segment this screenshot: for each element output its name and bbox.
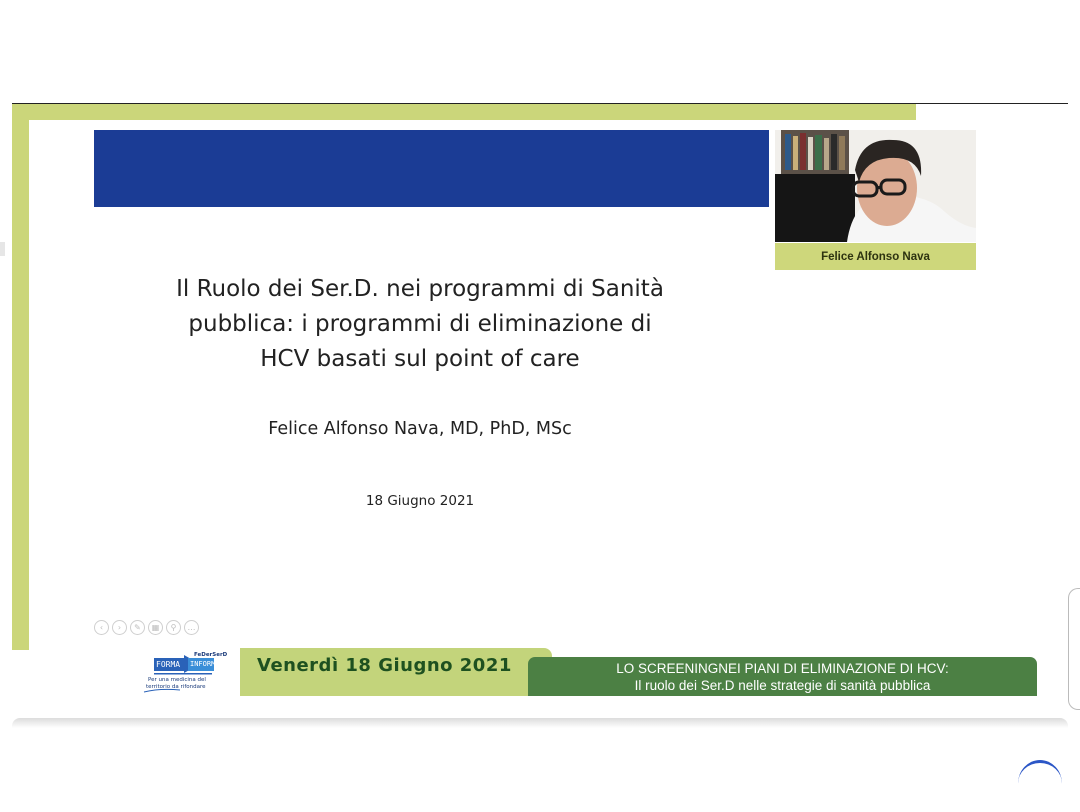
event-title-line-2: Il ruolo dei Ser.D nelle strategie di sanità pubblica xyxy=(634,678,931,693)
slide-title xyxy=(110,272,730,377)
federserd-logo xyxy=(140,652,228,694)
zoom-icon[interactable]: ⚲ xyxy=(166,620,181,635)
slide-top-band xyxy=(12,104,916,120)
next-slide-icon[interactable]: › xyxy=(112,620,127,635)
slide-title-line-1: Il Ruolo dei Ser.D. nei programmi di Sanità xyxy=(176,276,664,302)
presenter-video-icon xyxy=(775,130,976,242)
floating-action-button[interactable] xyxy=(1018,760,1062,807)
slide-title-line-3: HCV basati sul point of care xyxy=(260,346,580,372)
slide-date: 18 Giugno 2021 xyxy=(365,493,475,509)
slide-header-banner xyxy=(94,130,769,207)
footer-date-text: Venerdì 18 Giugno 2021 xyxy=(257,655,512,676)
presenter-name-tag: Felice Alfonso Nava xyxy=(775,243,976,270)
slide-title-line-2: pubblica: i programmi di eliminazione di xyxy=(188,311,652,337)
slide-left-band xyxy=(12,104,29,650)
slide-author: Felice Alfonso Nava, MD, PhD, MSc xyxy=(268,419,572,439)
side-panel-handle[interactable] xyxy=(1068,588,1080,710)
logo-informa-text: INFORMA xyxy=(190,660,220,668)
logo-tagline-1: Per una medicina del xyxy=(148,677,206,683)
presenter-webcam xyxy=(775,130,976,242)
logo-forma-text: FORMA xyxy=(156,660,181,669)
event-title-line-1: LO SCREENINGNEI PIANI DI ELIMINAZIONE DI HCV: xyxy=(616,661,949,676)
logo-tagline-2: territorio da rifondare xyxy=(146,684,206,690)
slide-navigation-controls xyxy=(94,620,199,635)
slides-grid-icon[interactable]: ▦ xyxy=(148,620,163,635)
prev-slide-icon[interactable]: ‹ xyxy=(94,620,109,635)
pen-icon[interactable]: ✎ xyxy=(130,620,145,635)
more-icon[interactable]: … xyxy=(184,620,199,635)
left-edge-tab xyxy=(0,242,5,256)
logo-federserd-text: FeDerSerD xyxy=(194,652,228,658)
bottom-panel-edge xyxy=(12,718,1068,728)
